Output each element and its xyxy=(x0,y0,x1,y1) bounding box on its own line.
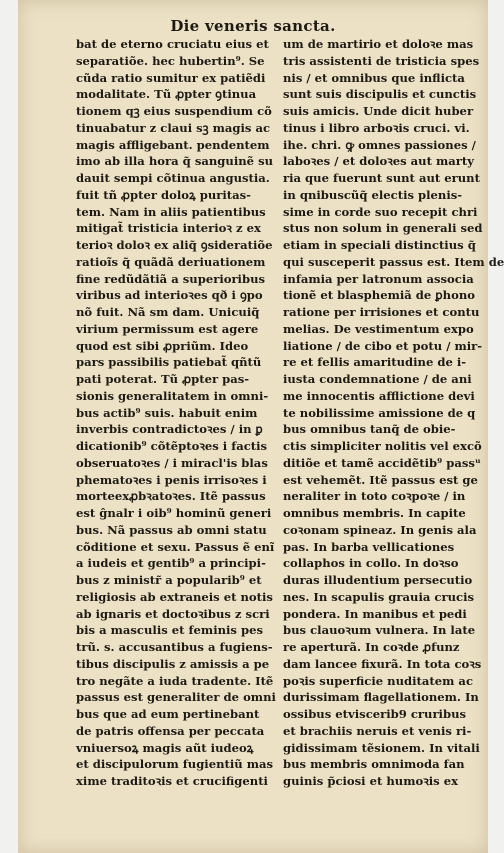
text-line: sionis generalitatem in omni- xyxy=(76,388,269,403)
running-head: Die veneris sancta. xyxy=(170,17,336,35)
text-line: bus. Nã passus ab omni statu xyxy=(76,522,267,537)
text-line: dicationib⁹ cõtẽptoꝛes i factis xyxy=(76,439,268,453)
text-line: tro negãte a iuda tradente. Itẽ xyxy=(76,673,274,688)
text-line: imo ab illa hora q̃ sanguinẽ su xyxy=(76,154,274,169)
text-line: tionẽ et blasphemiã de ꝑhono xyxy=(283,288,475,303)
text-line: nis / et omnibus que inflicta xyxy=(283,70,465,85)
text-line: ossibus etviscerib9 cruribus xyxy=(283,707,467,721)
text-line: neraliter in toto coꝛpoꝛe / in xyxy=(283,489,466,504)
text-line: sime in corde suo recepit chri xyxy=(283,204,478,219)
text-line: dam lancee fixurã. In tota coꝛs xyxy=(283,656,482,671)
text-line: um de martirio et doloꝛe mas xyxy=(283,37,474,51)
text-line: re et fellis amaritudine de i- xyxy=(283,355,467,370)
text-line: bat de eterno cruciatu eius et xyxy=(76,37,269,51)
left-text-column xyxy=(76,36,276,790)
text-line: bus clauoꝛum vulnera. In late xyxy=(283,623,476,638)
text-line: gidissimam tẽsionem. In vitali xyxy=(283,740,480,755)
text-line: tinus i libro arboꝛis cruci. vi. xyxy=(283,120,470,135)
text-line: modalitate. Tũ ꝓpter ꝯtinua xyxy=(76,87,257,102)
right-text-column xyxy=(283,36,504,790)
text-line: inverbis contradictoꝛes / in ꝑ xyxy=(76,422,263,437)
text-line: poꝛis superficie nuditatem ac xyxy=(283,673,473,688)
text-line: religiosis ab extraneis et notis xyxy=(76,589,273,604)
text-line: pars passibilis patiebat̃ qñtũ xyxy=(76,355,262,370)
text-line: bus omnibus tanq̃ de obie- xyxy=(283,422,456,437)
text-line: nõ fuit. Nã sm dam. Unicuiq̃ xyxy=(76,305,260,319)
text-line: tibus discipulis z amissis a pe xyxy=(76,656,270,671)
text-line: fuit tñ ꝓpter doloꝝ puritas- xyxy=(76,187,251,202)
text-line: a iudeis et gentib⁹ a principi- xyxy=(76,556,266,571)
text-line: in qnibuscũq̃ electis plenis- xyxy=(283,187,463,202)
book-page xyxy=(18,0,504,853)
text-line: obseruatoꝛes / i miracl'is blas xyxy=(76,455,268,470)
text-line: bus z ministr̃ a popularib⁹ et xyxy=(76,573,262,587)
text-line: cũda ratio sumitur ex patiẽdi xyxy=(76,70,266,85)
text-line: est vehemẽt. Itẽ passus est ge xyxy=(283,472,478,487)
text-line: guinis p̃ciosi et humoꝛis ex xyxy=(283,774,458,788)
text-line: melias. De vestimentum expo xyxy=(283,321,474,336)
text-line: ratioĩs q̃ quãdã deriuationem xyxy=(76,254,266,269)
text-line: quod est sibi ꝓpriũm. Ideo xyxy=(76,338,249,353)
text-line: re aperturã. In coꝛde ꝓfunz xyxy=(283,640,460,654)
text-line: coꝛonam spineaz. In genis ala xyxy=(283,522,477,537)
text-line: terioꝛ doloꝛ ex aliq̃ ꝯsideratiõe xyxy=(76,238,273,252)
text-line: pati poterat. Tũ ꝓpter pas- xyxy=(76,372,250,386)
text-line: nes. In scapulis grauia crucis xyxy=(283,589,474,604)
text-line: iusta condemnatione / de ani xyxy=(283,372,472,386)
text-line: bus que ad eum pertinebant xyxy=(76,707,260,721)
text-line: laboꝛes / et doloꝛes aut marty xyxy=(283,154,474,169)
text-line: morteexꝓbꝛatoꝛes. Itẽ passus xyxy=(76,489,266,504)
text-line: qui susceperit passus est. Item de xyxy=(283,254,504,269)
text-line: sunt suis discipulis et cunctis xyxy=(283,87,477,102)
text-line: magis affligebant. pendentem xyxy=(76,137,270,152)
text-line: de patris offensa per peccata xyxy=(76,723,265,738)
text-line: trũ. s. accusantibus a fugiens- xyxy=(76,640,273,654)
text-line: est ĝnalr i oib⁹ hominũ generi xyxy=(76,506,272,520)
text-line: durissimam flagellationem. In xyxy=(283,690,479,705)
text-line: etiam in speciali distinctius q̃ xyxy=(283,238,476,252)
text-line: mitigat̃ tristicia interioꝛ z ex xyxy=(76,221,261,236)
text-line: stus non solum in generali sed xyxy=(283,221,483,236)
text-line: suis amicis. Unde dicit huber xyxy=(283,104,474,118)
text-line: pondera. In manibus et pedi xyxy=(283,606,467,621)
text-line: xime traditoꝛis et crucifigenti xyxy=(76,774,268,788)
text-line: me innocentis afflictione devi xyxy=(283,388,475,403)
text-line: et brachiis neruis et venis ri- xyxy=(283,723,472,738)
text-line: liatione / de cibo et potu / mir- xyxy=(283,338,483,353)
text-line: viribus ad interioꝛes qð i ꝯpo xyxy=(76,288,263,303)
text-line: ihe. chri. ꝙ omnes passiones / xyxy=(283,137,476,152)
text-line: tionem qꝫ eius suspendium cõ xyxy=(76,104,272,118)
text-line: pas. In barba vellicationes xyxy=(283,539,455,554)
text-line: omnibus membris. In capite xyxy=(283,506,466,520)
text-line: bus membris omnimoda fan xyxy=(283,757,465,772)
text-line: virium permissum est agere xyxy=(76,321,259,336)
text-line: bus actib⁹ suis. habuit enim xyxy=(76,405,258,420)
text-line: fine redũdãtiã a superioribus xyxy=(76,271,266,286)
text-line: et discipulorum fugientiũ mas xyxy=(76,757,274,772)
text-line: dauit sempi cõtinua angustia. xyxy=(76,171,270,185)
text-line: tem. Nam in aliis patientibus xyxy=(76,204,266,219)
text-line: ratione per irrisiones et contu xyxy=(283,305,480,319)
text-line: te nobilissime amissione de q xyxy=(283,405,476,420)
text-line: vniuersoꝝ magis aũt iudeoꝝ xyxy=(76,740,254,755)
text-line: tris assistenti de tristicia spes xyxy=(283,53,480,68)
text-line: ditiõe et tamẽ accidẽtib⁹ passᵘ xyxy=(283,455,481,470)
text-line: ab ignaris et doctoꝛibus z scri xyxy=(76,606,270,621)
text-line: tinuabatur z claui sꝫ magis ac xyxy=(76,120,271,135)
text-line: cõditione et sexu. Passus ẽ enĩ xyxy=(76,539,275,554)
text-line: infamia per latronum associa xyxy=(283,271,474,286)
text-line: phematoꝛes i penis irrisoꝛes i xyxy=(76,472,267,487)
text-line: separatiõe. hec hubertin⁹. Se xyxy=(76,53,265,68)
text-line: ctis simpliciter nolitis vel excõ xyxy=(283,439,482,453)
text-line: ria que fuerunt sunt aut erunt xyxy=(283,171,480,185)
text-line: collaphos in collo. In doꝛso xyxy=(283,556,459,571)
text-line: duras illudentium persecutio xyxy=(283,573,473,587)
text-line: passus est generaliter de omni xyxy=(76,690,276,705)
text-line: bis a masculis et feminis pes xyxy=(76,623,264,638)
